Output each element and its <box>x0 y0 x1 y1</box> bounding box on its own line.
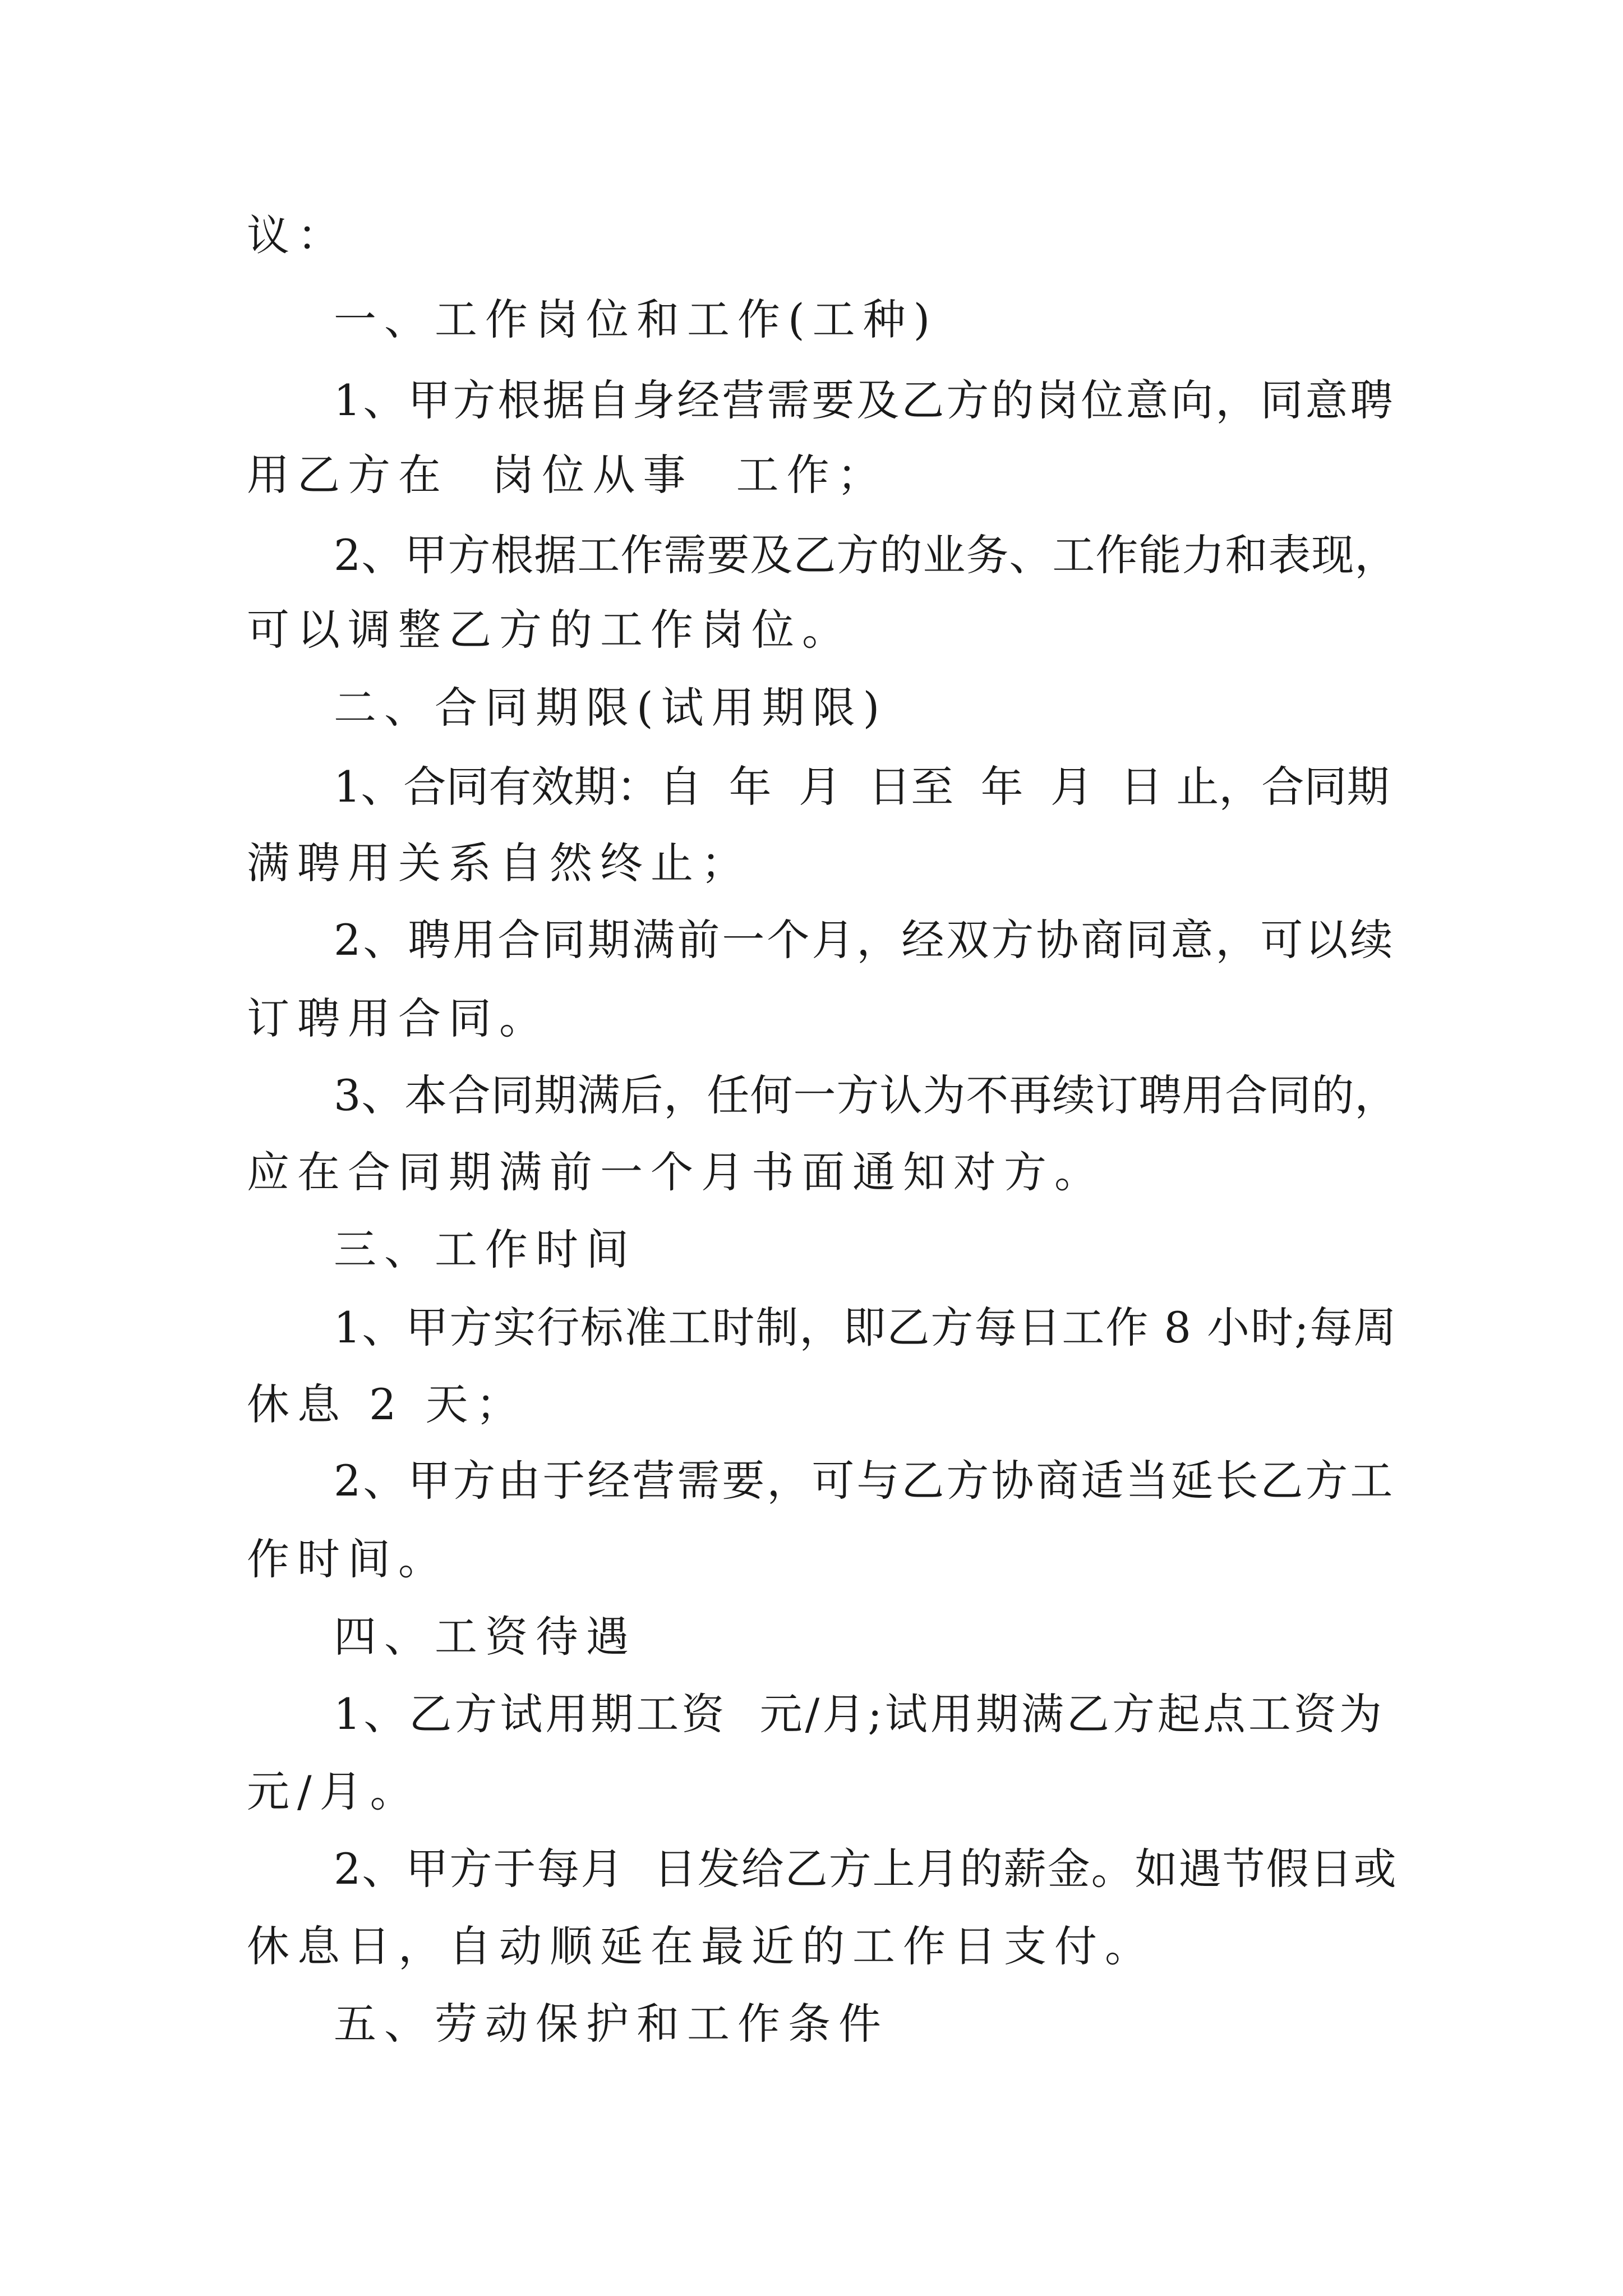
text-line: 可以调整乙方的工作岗位。 <box>247 605 852 655</box>
section-heading: 一、工作岗位和工作(工种) <box>334 295 938 344</box>
text-line: 作时间。 <box>247 1534 449 1584</box>
section-heading: 三、工作时间 <box>334 1225 637 1274</box>
text-line: 元/月。 <box>247 1766 421 1816</box>
text-line: 3、本合同期满后，任何一方认为不再续订聘用合同的， <box>334 1070 1398 1120</box>
section-heading: 五、劳动保护和工作条件 <box>334 1999 889 2049</box>
section-heading: 四、工资待遇 <box>334 1612 637 1662</box>
text-line: 满聘用关系自然终止； <box>247 838 751 888</box>
text-line: 用乙方在 岗位从事 工作； <box>247 450 888 500</box>
text-line: 订聘用合同。 <box>247 993 550 1043</box>
text-line: 2、甲方由于经营需要，可与乙方协商适当延长乙方工 <box>334 1456 1395 1506</box>
text-line: 休息 2 天； <box>247 1379 527 1429</box>
text-line: 议： <box>247 210 348 260</box>
text-line: 1、甲方根据自身经营需要及乙方的岗位意向，同意聘 <box>334 375 1395 425</box>
text-line: 2、甲方根据工作需要及乙方的业务、工作能力和表现， <box>334 530 1398 580</box>
text-line: 1、合同有效期：自 年 月 日至 年 月 日 止，合同期 <box>334 762 1390 812</box>
text-line: 休息日，自动顺延在最近的工作日支付。 <box>247 1921 1155 1971</box>
section-heading: 二、合同期限(试用期限) <box>334 683 888 733</box>
text-line: 2、聘用合同期满前一个月，经双方协商同意，可以续 <box>334 915 1395 965</box>
text-line: 2、甲方于每月 日发给乙方上月的薪金。如遇节假日或 <box>334 1844 1398 1894</box>
text-line: 应在合同期满前一个月书面通知对方。 <box>247 1147 1105 1197</box>
text-line: 1、甲方实行标准工时制，即乙方每日工作 8 小时;每周 <box>334 1303 1398 1352</box>
text-line: 1、乙方试用期工资 元/月;试用期满乙方起点工资为 <box>334 1689 1385 1739</box>
